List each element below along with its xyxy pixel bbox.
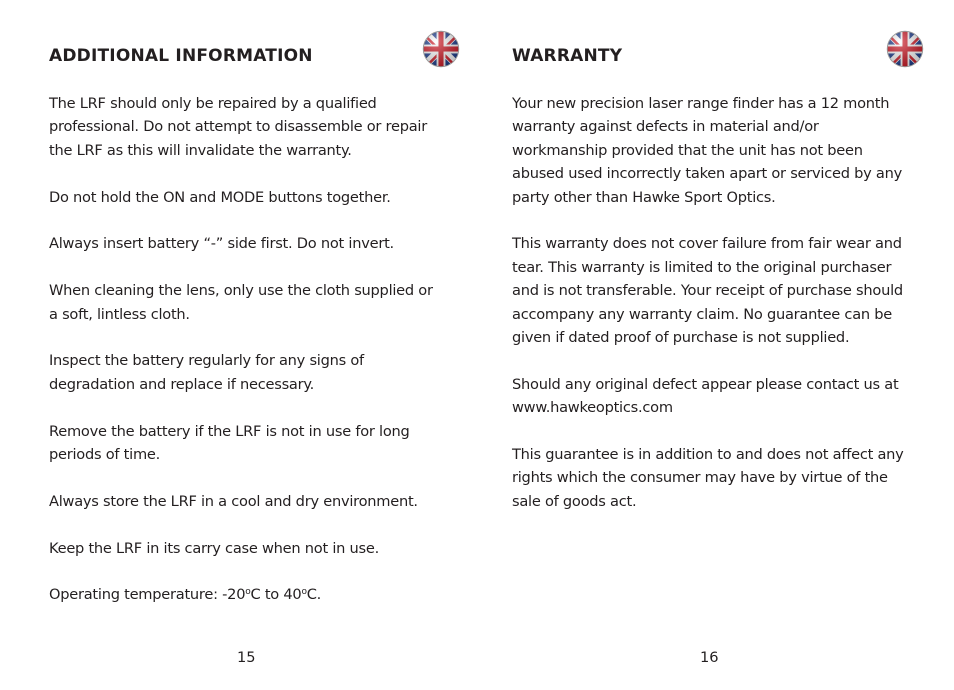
paragraph: Always store the LRF in a cool and dry environment. — [49, 492, 418, 510]
uk-flag-icon-graphic — [886, 30, 924, 68]
degree-mark: o — [301, 587, 307, 598]
paragraph: Do not hold the ON and MODE buttons together. — [49, 188, 391, 206]
paragraph: Your new precision laser range finder has a 12 month warranty against defects in material and/or workmanship provided that the unit has not been abused used incorrectly taken apart or serviced by any party other than Hawke Sport Optics. — [512, 95, 902, 206]
page-number: 16 — [700, 649, 719, 666]
degree-mark: o — [245, 587, 251, 598]
paragraph: Inspect the battery regularly for any signs of degradation and replace if necessary. — [49, 352, 364, 393]
temperature-middle: C to 40 — [250, 586, 302, 604]
uk-flag-icon — [886, 30, 924, 68]
additional-information-body — [49, 92, 444, 630]
paragraph: Always insert battery “-” side first. Do not invert. — [49, 235, 394, 253]
paragraph: When cleaning the lens, only use the cloth supplied or a soft, lintless cloth. — [49, 282, 433, 323]
page-heading: WARRANTY — [512, 46, 623, 66]
uk-flag-icon — [422, 30, 460, 68]
paragraph: Should any original defect appear please contact us at www.hawkeoptics.com — [512, 375, 899, 417]
uk-flag-icon-graphic — [422, 30, 460, 68]
page-16 — [477, 0, 954, 690]
page-heading: ADDITIONAL INFORMATION — [49, 46, 313, 66]
paragraph: Remove the battery if the LRF is not in use for long periods of time. — [49, 422, 410, 464]
operating-temperature — [49, 583, 444, 606]
paragraph: This warranty does not cover failure from fair wear and tear. This warranty is limited to the original purchaser and is not transferable. Your receipt of purchase should accompany any warranty claim. No guarantee can be given if dated proof of purchase is not supplied. — [512, 235, 903, 347]
page-number: 15 — [237, 649, 256, 666]
temperature-suffix: C. — [306, 586, 322, 604]
paragraph: Keep the LRF in its carry case when not in use. — [49, 539, 379, 557]
paragraph: The LRF should only be repaired by a qualified professional. Do not attempt to disassemble or repair the LRF as this will invalidate the warranty. — [49, 95, 427, 159]
temperature-prefix: Operating temperature: -20 — [49, 586, 246, 604]
paragraph: This guarantee is in addition to and does not affect any rights which the consumer may have by virtue of the sale of goods act. — [512, 446, 904, 510]
warranty-body — [512, 92, 907, 537]
